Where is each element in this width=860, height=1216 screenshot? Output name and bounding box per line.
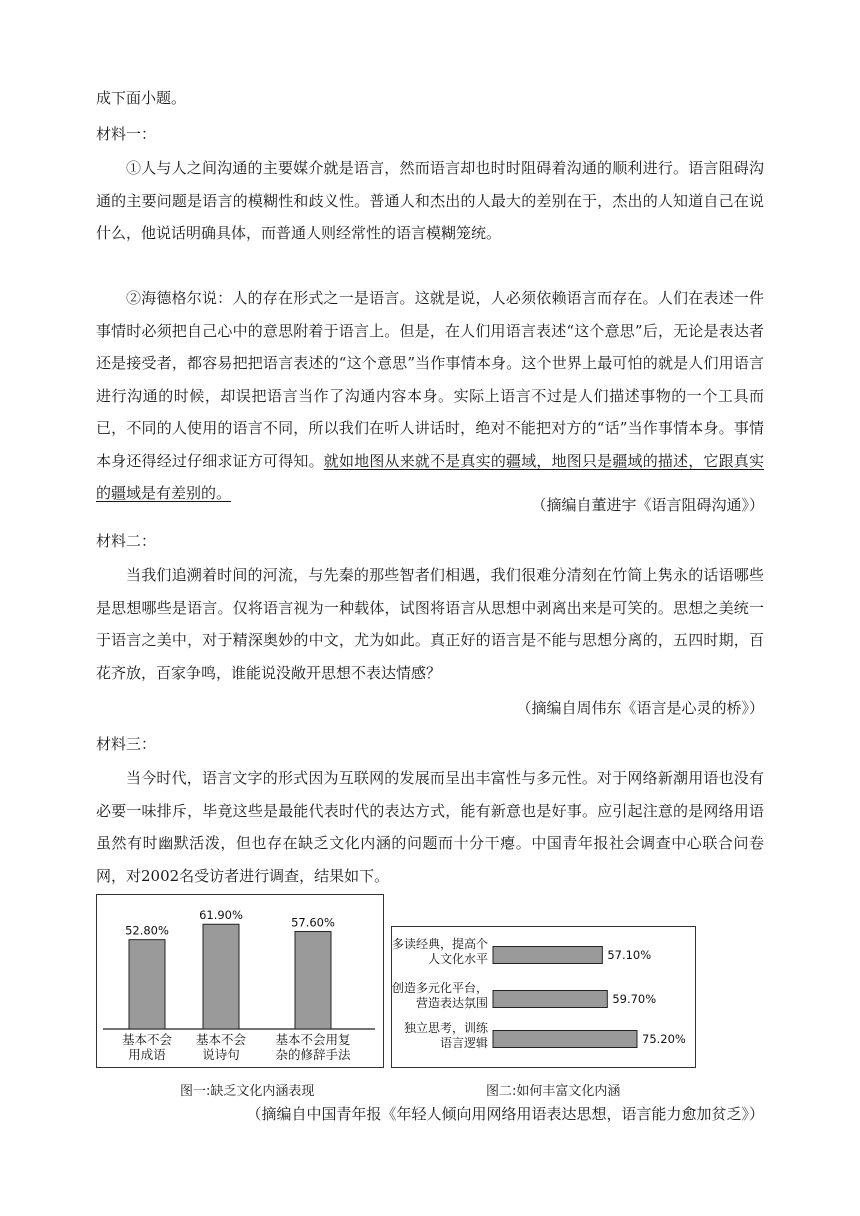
material1-heading: 材料一： <box>96 125 157 143</box>
chart2-svg <box>392 927 695 1067</box>
chart2-caption: 图二:如何丰富文化内涵 <box>486 1084 621 1099</box>
chart1-bar <box>129 940 165 1029</box>
chart1-value-label: 61.90% <box>199 908 243 923</box>
chart1-value-label: 52.80% <box>125 923 169 938</box>
chart1-svg <box>97 895 383 1067</box>
material1-para1: ①人与人之间沟通的主要媒介就是语言，然而语言却也时时阻碍着沟通的顺利进行。语言阻碍沟通的主要问题是语言的模糊性和歧义性。普通人和杰出的人最大的差别在于，杰出的人知道自己在说什么，他说话明确具体，而普通人则经常性的语言模糊笼统。 <box>96 159 764 242</box>
material1-source: （摘编自董进宇《语言阻碍沟通》） <box>531 496 764 514</box>
chart1-bar <box>203 924 239 1029</box>
material3-para: 当今时代，语言文字的形式因为互联网的发展而呈出丰富性与多元性。对于网络新潮用语也没有必要一味排斥，毕竟这些是最能代表时代的表达方式，能有新意也是好事。应引起注意的是网络用语虽然有时幽默活泼，但也存在缺乏文化内涵的问题而十分干瘪。中国青年报社会调查中心联合问卷网，对2002名受访者进行调查，结果如下。 <box>96 769 764 885</box>
chart1-category-label: 基本不会说诗句 <box>195 1032 247 1062</box>
material3-source: （摘编自中国青年报《年轻人倾向用网络用语表达思想，语言能力愈加贫乏》） <box>246 1105 764 1123</box>
material1-para2 <box>96 282 764 510</box>
chart2-bar <box>493 991 607 1008</box>
material1-para2-main: ②海德格尔说：人的存在形式之一是语言。这就是说，人必须依赖语言而存在。人们在表述一件事情时必须把自己心中的意思附着于语言上。但是，在人们用语言表述“这个意思”后，无论是表达者还是接受者，都容易把把语言表述的“这个意思”当作事情本身。这个世界上最可怕的就是人们用语言进行沟通的时候，却误把语言当作了沟通内容本身。实际上语言不过是人们描述事物的一个工具而已，不同的人使用的语言不同，所以我们在听人讲话时，绝对不能把对方的“话”当作事情本身。事情本身还得经过仔细求证方可得知。 <box>96 289 764 470</box>
chart1-value-label: 57.60% <box>291 915 335 930</box>
material3-heading: 材料三： <box>96 735 157 753</box>
chart2-value-label: 59.70% <box>612 992 657 1006</box>
material1-para2-underlined: 就如地图从来就不是真实的疆域，地图只是疆域的描述，它跟真实的疆域是有差别的。 <box>96 451 764 502</box>
chart2-category-label: 创造多元化平台，营造表达氛围 <box>392 981 488 1010</box>
chart2-category-label: 多读经典，提高个人文化水平 <box>392 937 488 966</box>
chart1-frame <box>96 894 384 1068</box>
material2-heading: 材料二： <box>96 532 157 550</box>
chart2-bar <box>493 947 602 964</box>
chart2-value-label: 75.20% <box>642 1032 686 1046</box>
chart2-category-label: 独立思考，训练语言逻辑 <box>403 1021 488 1050</box>
chart1-caption: 图一:缺乏文化内涵表现 <box>180 1084 315 1099</box>
material2-source: （摘编自周伟东《语言是心灵的桥》） <box>516 699 764 717</box>
intro-text: 成下面小题。 <box>96 89 187 107</box>
material2-para: 当我们追溯着时间的河流，与先秦的那些智者们相遇，我们很难分清刻在竹简上隽永的话语哪些是思想哪些是语言。仅将语言视为一种载体，试图将语言从思想中剥离出来是可笑的。思想之美统一于语言之美中，对于精深奥妙的中文，尤为如此。真正好的语言是不能与思想分离的，五四时期，百花齐放，百家争鸣，谁能说没敞开思想不表达情感？ <box>96 566 764 682</box>
chart1-bar <box>295 932 331 1029</box>
chart2-bar <box>493 1031 637 1048</box>
chart2-value-label: 57.10% <box>607 948 652 962</box>
chart2-frame <box>391 926 696 1068</box>
chart1-category-label: 基本不会用成语 <box>121 1032 173 1062</box>
chart1-category-label: 基本不会用复杂的修辞手法 <box>275 1032 351 1062</box>
